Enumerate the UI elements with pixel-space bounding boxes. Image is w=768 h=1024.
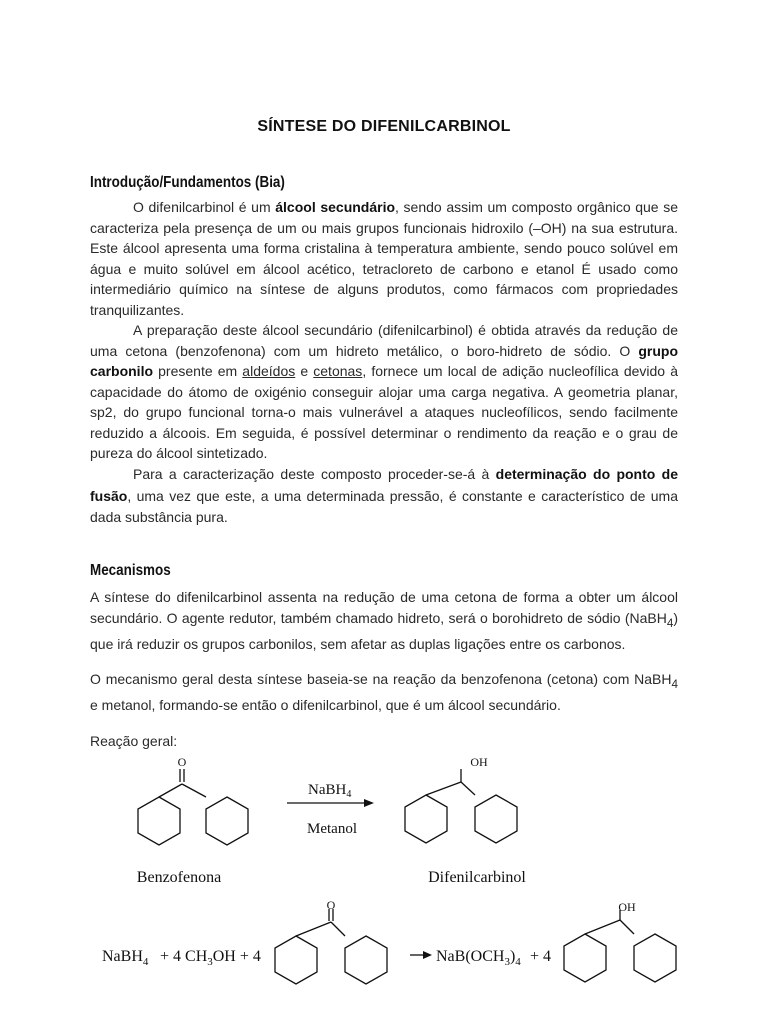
underlined-term: aldeídos bbox=[242, 363, 296, 379]
arrow-head bbox=[364, 799, 374, 807]
product-name: Difenilcarbinol bbox=[428, 869, 526, 886]
text-run: presente em bbox=[153, 363, 243, 379]
benzene-ring bbox=[275, 936, 317, 984]
intro-paragraph-2 bbox=[90, 320, 678, 464]
underlined-term: cetonas bbox=[313, 363, 363, 379]
reaction-scheme-2 bbox=[0, 898, 768, 1018]
text-run: A preparação deste álcool secundário (difenilcarbinol) é obtida através da redução de uma cetona (benzofenona) com um hidreto metálico, o boro-hidreto de sódio. O bbox=[90, 322, 678, 359]
benzene-ring bbox=[634, 934, 676, 982]
text-run: , fornece um local de adição nucleofílica devido à capacidade do átomo de oxigénio conseguir alojar uma carga negativa. A geometria planar, sp2, do grupo funcional torna-o mais vulnerável a ataques nucleofílicos, sendo facilmente reduzido a álcoois. Em seguida, é possível determinar o rendimento da reação e o grau de pureza do álcool sintetizado. bbox=[90, 363, 678, 461]
reactant-name: Benzofenona bbox=[136, 869, 222, 886]
mechanisms-heading: Mecanismos bbox=[90, 562, 171, 579]
nabh4-formula: NaBH$_4$ bbox=[102, 948, 149, 968]
borate-product: $NaB(OCH_3)_4$ bbox=[436, 948, 521, 968]
text-run: , sendo assim um composto orgânico que se caracteriza pela presença de um ou mais grupos funcionais hidroxilo (–OH) na sua estrutura. Este álcool apresenta uma forma cristalina à temperatura ambiente, sendo pouco solúvel em água e muito solúvel em álcool acético, tetracloreto de carbono e etanol É usado como intermediário químico na síntese de alguns produtos, como fármacos com propriedades tranquilizantes. bbox=[90, 199, 679, 318]
bold-term: determinação do ponto de fusão bbox=[90, 466, 678, 504]
text-run: , uma vez que este, a uma determinada pressão, é constante e característico de uma dada substância pura. bbox=[90, 487, 678, 525]
reagent-label: NaBH$_4$ bbox=[308, 782, 352, 800]
benzene-ring bbox=[345, 936, 387, 984]
benzene-ring bbox=[405, 795, 447, 843]
benzene-ring bbox=[475, 795, 517, 843]
text-run: e bbox=[295, 363, 314, 379]
reaction-scheme-1 bbox=[0, 755, 768, 895]
text-run: Para a caracterização deste composto proceder-se-á à bbox=[133, 466, 496, 482]
carbonyl-oxygen-label: O bbox=[177, 755, 187, 769]
bold-term: álcool secundário bbox=[275, 199, 396, 215]
carbonyl-oxygen-label: O bbox=[326, 898, 336, 912]
text-run: ) que irá reduzir os grupos carbonilos, sem afetar as duplas ligações entre os carbonos. bbox=[90, 609, 678, 652]
intro-paragraph-3 bbox=[90, 464, 678, 529]
plus-coefficient: + 4 bbox=[530, 948, 552, 965]
benzene-ring bbox=[138, 797, 180, 845]
solvent-label: Metanol bbox=[307, 821, 357, 837]
intro-heading: Introdução/Fundamentos (Bia) bbox=[90, 174, 285, 191]
page-title: SÍNTESE DO DIFENILCARBINOL bbox=[257, 118, 511, 135]
mechanisms-paragraph-2 bbox=[90, 669, 678, 716]
text-run: A síntese do difenilcarbinol assenta na redução de uma cetona de forma a obter um álcool secundário. O agente redutor, também chamado hidreto, será o borohidreto de sódio (NaBH bbox=[90, 589, 678, 626]
benzene-ring bbox=[206, 797, 248, 845]
reaction-label: Reação geral: bbox=[90, 733, 178, 749]
arrow-head bbox=[423, 951, 432, 959]
text-run: O difenilcarbinol é um bbox=[133, 199, 276, 215]
mechanisms-paragraph-1 bbox=[90, 587, 678, 654]
text-run: O mecanismo geral desta síntese baseia-se na reação da benzofenona (cetona) com NaBH bbox=[90, 671, 672, 687]
text-run: e metanol, formando-se então o difenilcarbinol, que é um álcool secundário. bbox=[90, 697, 561, 714]
hydroxyl-label: OH bbox=[618, 900, 636, 914]
hydroxyl-label: OH bbox=[470, 755, 488, 769]
methanol-term: + 4 $CH_3OH + 4$ bbox=[160, 948, 261, 968]
bold-term: grupo carbonilo bbox=[90, 342, 678, 379]
intro-paragraph-1 bbox=[90, 197, 678, 320]
subscript: 4 bbox=[671, 677, 678, 691]
benzene-ring bbox=[564, 934, 606, 982]
subscript: 4 bbox=[666, 616, 674, 630]
